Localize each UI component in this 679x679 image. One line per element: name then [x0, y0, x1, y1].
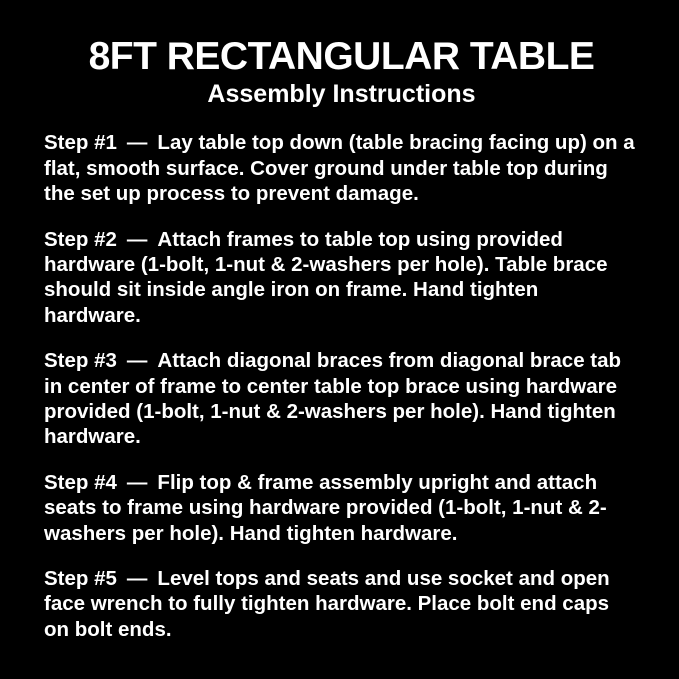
step-paragraph: [44, 227, 639, 329]
page-title: 8FT RECTANGULAR TABLE: [88, 35, 595, 78]
steps-list: [44, 130, 639, 642]
step-label: Step #3: [44, 349, 117, 373]
step-paragraph: [44, 566, 639, 642]
step-separator: —: [126, 349, 148, 373]
step-paragraph: [44, 348, 639, 450]
step-text: Lay table top down (table bracing facing up) on a flat, smooth surface. Cover ground under table top during the set up process to prevent damage.: [44, 131, 635, 206]
step-label: Step #1: [44, 131, 117, 155]
step-text: Flip top & frame assembly upright and attach seats to frame using hardware provided (1-bolt, 1-nut & 2-washers per hole). Hand tighten hardware.: [44, 470, 607, 545]
step-separator: —: [126, 227, 148, 251]
page-subtitle: Assembly Instructions: [207, 79, 476, 108]
step-paragraph: [44, 470, 639, 546]
step-label: Step #2: [44, 227, 117, 251]
step-separator: —: [126, 470, 148, 494]
step-separator: —: [126, 131, 148, 155]
step-text: Attach frames to table top using provided hardware (1-bolt, 1-nut & 2-washers per hole). Table brace should sit inside angle iron on frame. Hand tighten hardware.: [44, 227, 608, 327]
step-text: Attach diagonal braces from diagonal brace tab in center of frame to center table top brace using hardware provided (1-bolt, 1-nut & 2-washers per hole). Hand tighten hardware.: [44, 349, 622, 449]
step-separator: —: [126, 567, 148, 591]
step-text: Level tops and seats and use socket and open face wrench to fully tighten hardware. Place bolt end caps on bolt ends.: [44, 567, 610, 641]
step-label: Step #5: [44, 567, 117, 591]
step-paragraph: [44, 130, 639, 206]
step-label: Step #4: [44, 470, 117, 494]
